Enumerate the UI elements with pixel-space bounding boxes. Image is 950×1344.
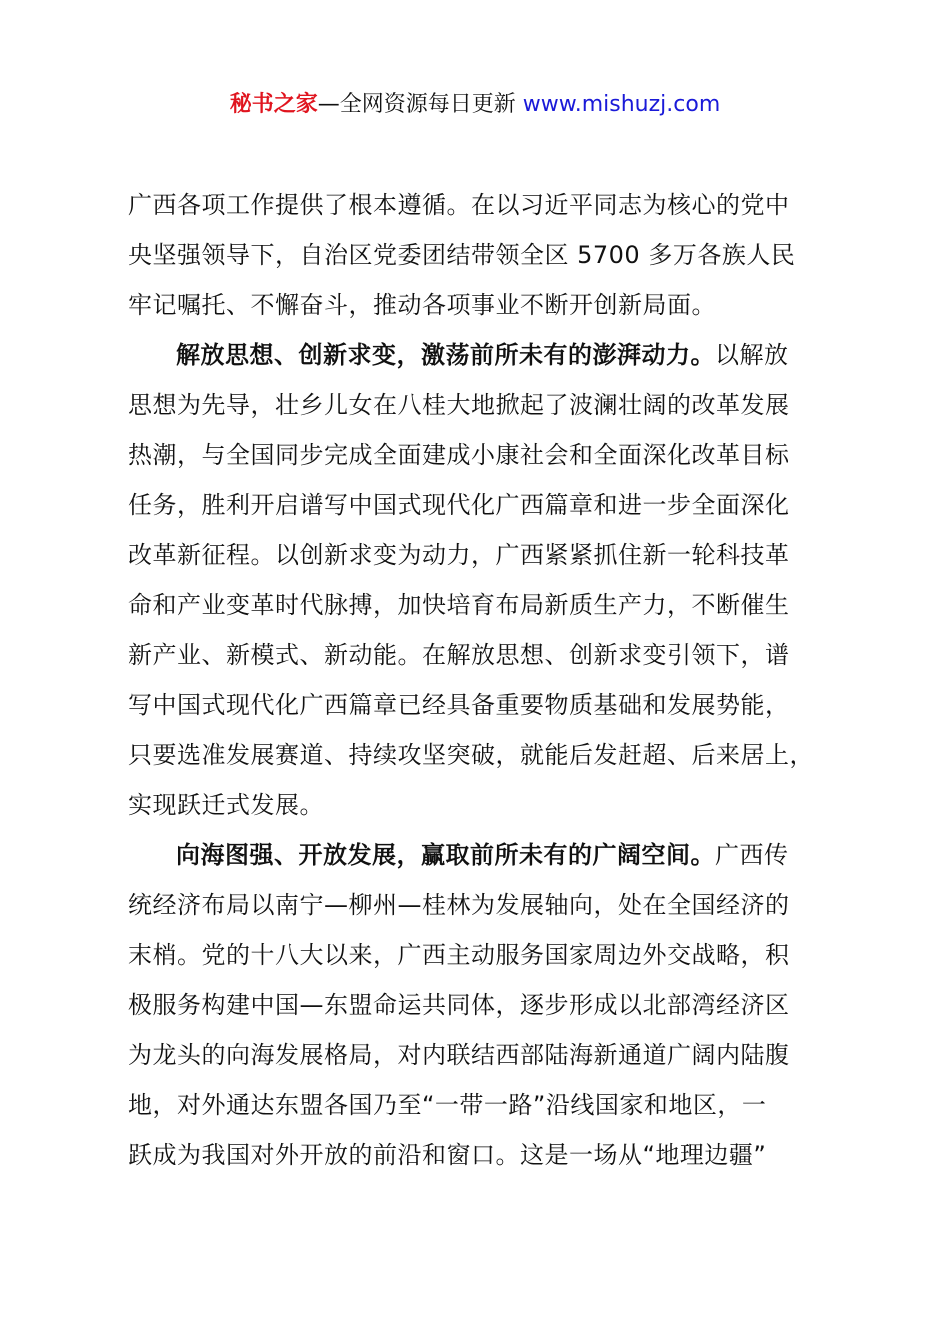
site-url-link[interactable]: www.mishuzj.com <box>522 92 721 117</box>
text-line: 实现跃迁式发展。 <box>128 791 324 819</box>
text-line: 命和产业变革时代脉搏，加快培育布局新质生产力，不断催生 <box>128 591 790 619</box>
text-line: 地，对外通达东盟各国乃至“一带一路”沿线国家和地区，一 <box>128 1091 767 1119</box>
text-line: 统经济布局以南宁—柳州—桂林为发展轴向，处在全国经济的 <box>128 891 790 919</box>
text-line: 热潮，与全国同步完成全面建成小康社会和全面深化改革目标 <box>128 441 790 469</box>
text-line: 极服务构建中国—东盟命运共同体，逐步形成以北部湾经济区 <box>128 991 790 1019</box>
text-line: 广西各项工作提供了根本遵循。在以习近平同志为核心的党中 <box>128 191 790 219</box>
section-2-heading: 向海图强、开放发展，赢取前所未有的广阔空间。 <box>176 841 715 869</box>
site-brand: 秘书之家 <box>229 92 318 117</box>
article-body <box>128 180 838 1180</box>
text-fragment: 以解放 <box>715 341 789 369</box>
site-banner <box>0 88 950 122</box>
section-1-first-line <box>128 330 838 380</box>
text-line: 思想为先导，壮乡儿女在八桂大地掀起了波澜壮阔的改革发展 <box>128 391 790 419</box>
text-line: 牢记嘱托、不懈奋斗，推动各项事业不断开创新局面。 <box>128 291 716 319</box>
text-line: 改革新征程。以创新求变为动力，广西紧紧抓住新一轮科技革 <box>128 541 790 569</box>
text-line: 新产业、新模式、新动能。在解放思想、创新求变引领下，谱 <box>128 641 790 669</box>
text-line: 任务，胜利开启谱写中国式现代化广西篇章和进一步全面深化 <box>128 491 790 519</box>
text-line: 跃成为我国对外开放的前沿和窗口。这是一场从“地理边疆” <box>128 1141 767 1169</box>
text-line: 只要选准发展赛道、持续攻坚突破，就能后发赶超、后来居上， <box>128 741 814 769</box>
section-2-first-line <box>128 830 838 880</box>
text-line: 写中国式现代化广西篇章已经具备重要物质基础和发展势能， <box>128 691 790 719</box>
text-line: 末梢。党的十八大以来，广西主动服务国家周边外交战略，积 <box>128 941 790 969</box>
text-fragment: 广西传 <box>715 841 789 869</box>
text-line: 为龙头的向海发展格局，对内联结西部陆海新通道广阔内陆腹 <box>128 1041 790 1069</box>
section-1-heading: 解放思想、创新求变，激荡前所未有的澎湃动力。 <box>176 341 715 369</box>
text-line: 央坚强领导下，自治区党委团结带领全区 5700 多万各族人民 <box>128 241 796 269</box>
site-tagline: —全网资源每日更新 <box>317 92 523 117</box>
